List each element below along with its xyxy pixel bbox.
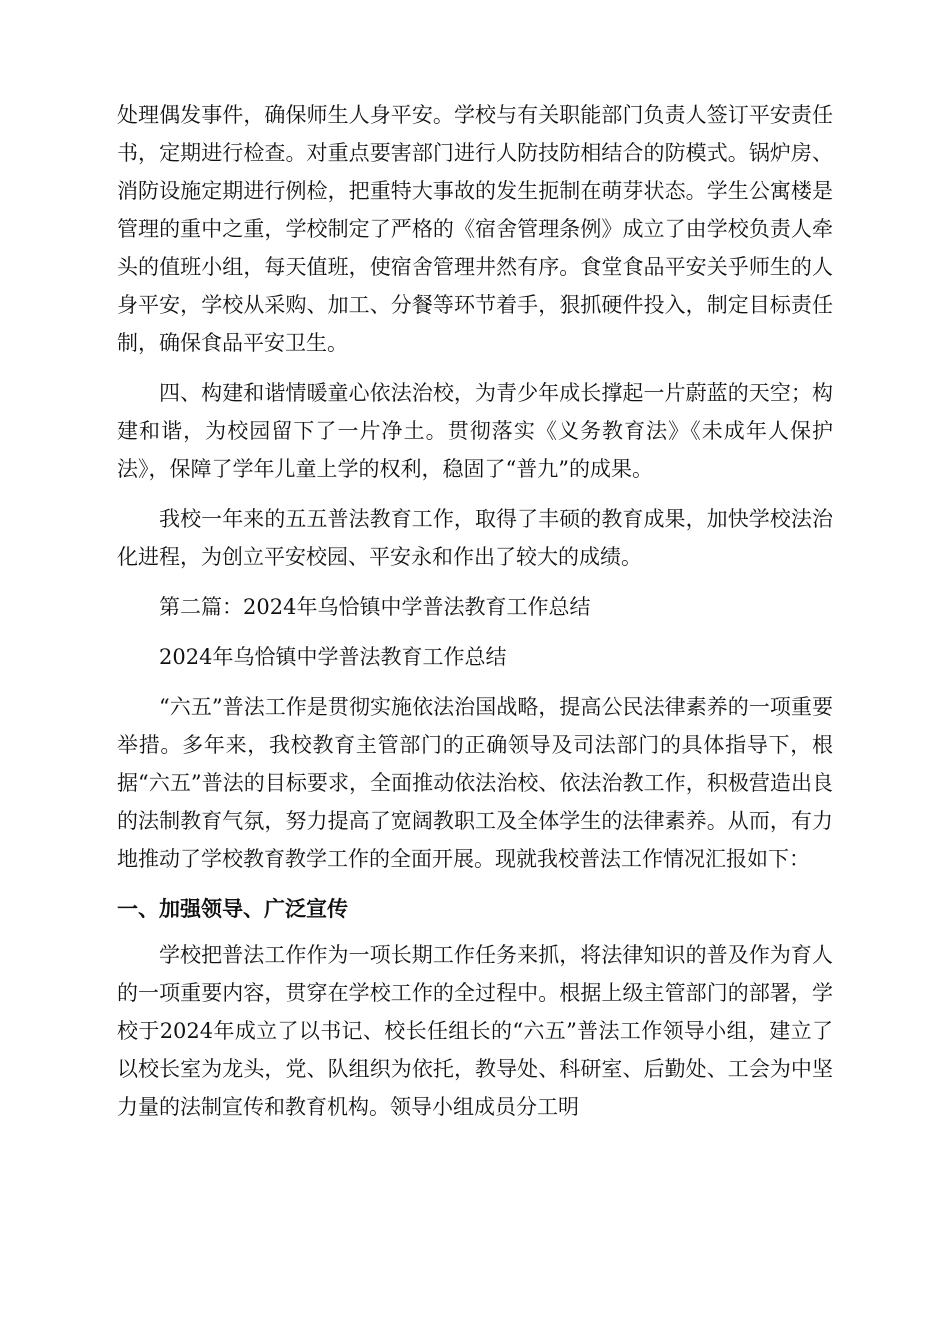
paragraph-safety-management: 处理偶发事件，确保师生人身平安。学校与有关职能部门负责人签订平安责任书，定期进行检查。对重点要害部门进行人防技防相结合的防模式。锅炉房、消防设施定期进行例检，把重特大事故的发生扼制在萌芽状态。学生公寓楼是管理的重中之重，学校制定了严格的《宿舍管理条例》成立了由学校负责人牵头的值班小组，每天值班，使宿舍管理井然有序。食堂食品平安关乎师生的人身平安，学校从采购、加工、分餐等环节着手，狠抓硬件投入，制定目标责任制，确保食品平安卫生。 — [117, 103, 833, 355]
paragraph-conclusion: 我校一年来的五五普法教育工作，取得了丰硕的教育成果，加快学校法治化进程，为创立平安校园、平安永和作出了较大的成绩。 — [117, 507, 833, 569]
document-title: 2024年乌恰镇中学普法教育工作总结 — [159, 645, 507, 669]
paragraph-leadership: 学校把普法工作作为一项长期工作任务来抓，将法律知识的普及作为育人的一项重要内容，贯穿在学校工作的全过程中。根据上级主管部门的部署，学校于2024年成立了以书记、校长任组长的“六五”普法工作领导小组，建立了以校长室为龙头，党、队组织为依托，教导处、科研室、后勤处、工会为中坚力量的法制宣传和教育机构。领导小组成员分工明 — [117, 943, 833, 1119]
part-two-title: 第二篇：2024年乌恰镇中学普法教育工作总结 — [159, 595, 591, 619]
paragraph-introduction: “六五”普法工作是贯彻实施依法治国战略，提高公民法律素养的一项重要举措。多年来，我校教育主管部门的正确领导及司法部门的具体指导下，根据“六五”普法的目标要求，全面推动依法治校、依法治教工作，积极营造出良的法制教育气氛，努力提高了宽阔教职工及全体学生的法律素养。从而，有力地推动了学校教育教学工作的全面开展。现就我校普法工作情况汇报如下： — [117, 695, 833, 871]
section-heading-leadership: 一、加强领导、广泛宣传 — [117, 897, 348, 921]
document-page — [117, 96, 833, 1138]
paragraph-section-four: 四、构建和谐情暖童心依法治校，为青少年成长撑起一片蔚蓝的天空；构建和谐，为校园留下了一片净土。贯彻落实《义务教育法》《未成年人保护法》，保障了学年儿童上学的权利，稳固了“普九”的成果。 — [117, 381, 833, 481]
